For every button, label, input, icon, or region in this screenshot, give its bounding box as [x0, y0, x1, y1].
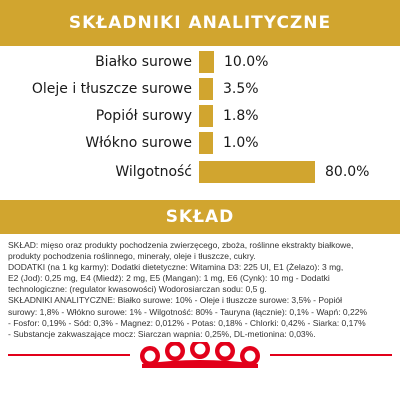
composition-line: surowy: 1,8% - Włókno surowe: 1% - Wilgotność: 80% - Tauryna (łącznie): 0,1% - Wapń: 0,22%: [8, 306, 368, 317]
nutrient-value: 10.0%: [224, 54, 269, 70]
composition-line: E2 (Jod): 0,25 mg, E4 (Miedź): 2 mg, E5 (Mangan): 1 mg, E6 (Cynk): 10 mg - Dodatki: [8, 273, 330, 284]
nutrient-row: [0, 105, 400, 127]
composition-line: - Substancje zakwaszające mocz: Siarczan wapnia: 0,25%, DL-metionina: 0,03%.: [8, 328, 316, 339]
nutrient-label: Białko surowe: [95, 54, 192, 70]
nutrient-row: [0, 161, 400, 183]
nutrient-label: Popiół surowy: [95, 108, 192, 124]
brand-line-right: [270, 354, 392, 356]
composition-text: [8, 240, 392, 340]
nutrient-value: 80.0%: [325, 164, 370, 180]
composition-line: SKŁAD: mięso oraz produkty pochodzenia zwierzęcego, zboża, roślinne ekstrakty białkowe,: [8, 240, 354, 250]
composition-line: SKŁADNIKI ANALITYCZNE: Białko surowe: 10% - Oleje i tłuszcze surowe: 3,5% - Popiół: [8, 295, 342, 306]
composition-header: [0, 200, 400, 234]
nutrient-row: [0, 78, 400, 100]
nutrient-bar: [199, 161, 315, 183]
composition-title: SKŁAD: [165, 207, 235, 227]
nutrient-row: [0, 51, 400, 73]
analytical-constituents-title: SKŁADNIKI ANALITYCZNE: [68, 13, 332, 33]
nutrient-value: 1.8%: [223, 108, 259, 124]
analytical-constituents-header: [0, 0, 400, 46]
composition-line: technologiczne: (regulator kwasowości) Wodorosiarczan sodu: 0,5 g.: [8, 284, 267, 295]
nutrient-bar: [199, 105, 213, 127]
nutrient-row: [0, 132, 400, 154]
nutrient-label: Oleje i tłuszcze surowe: [31, 81, 192, 97]
nutrient-bar: [199, 51, 214, 73]
nutrient-label: Wilgotność: [115, 164, 192, 180]
composition-line: produkty pochodzenia roślinnego, minerały, oleje i tłuszcze, cukry.: [8, 251, 256, 262]
nutrient-bar: [199, 78, 213, 100]
nutrient-value: 3.5%: [223, 81, 259, 97]
royal-canin-crown-icon: [138, 342, 262, 372]
composition-line: - Fosfor: 0,19% - Sód: 0,3% - Magnez: 0,012% - Potas: 0,18% - Chlorki: 0,42% - Siarka: 0,17%: [8, 317, 366, 328]
nutrient-value: 1.0%: [223, 135, 259, 151]
nutrient-bar: [199, 132, 213, 154]
brand-line-left: [8, 354, 130, 356]
composition-line: DODATKI (na 1 kg karmy): Dodatki dietetyczne: Witamina D3: 225 UI, E1 (Żelazo): 3 mg,: [8, 262, 344, 273]
nutrient-label: Włókno surowe: [85, 135, 192, 151]
